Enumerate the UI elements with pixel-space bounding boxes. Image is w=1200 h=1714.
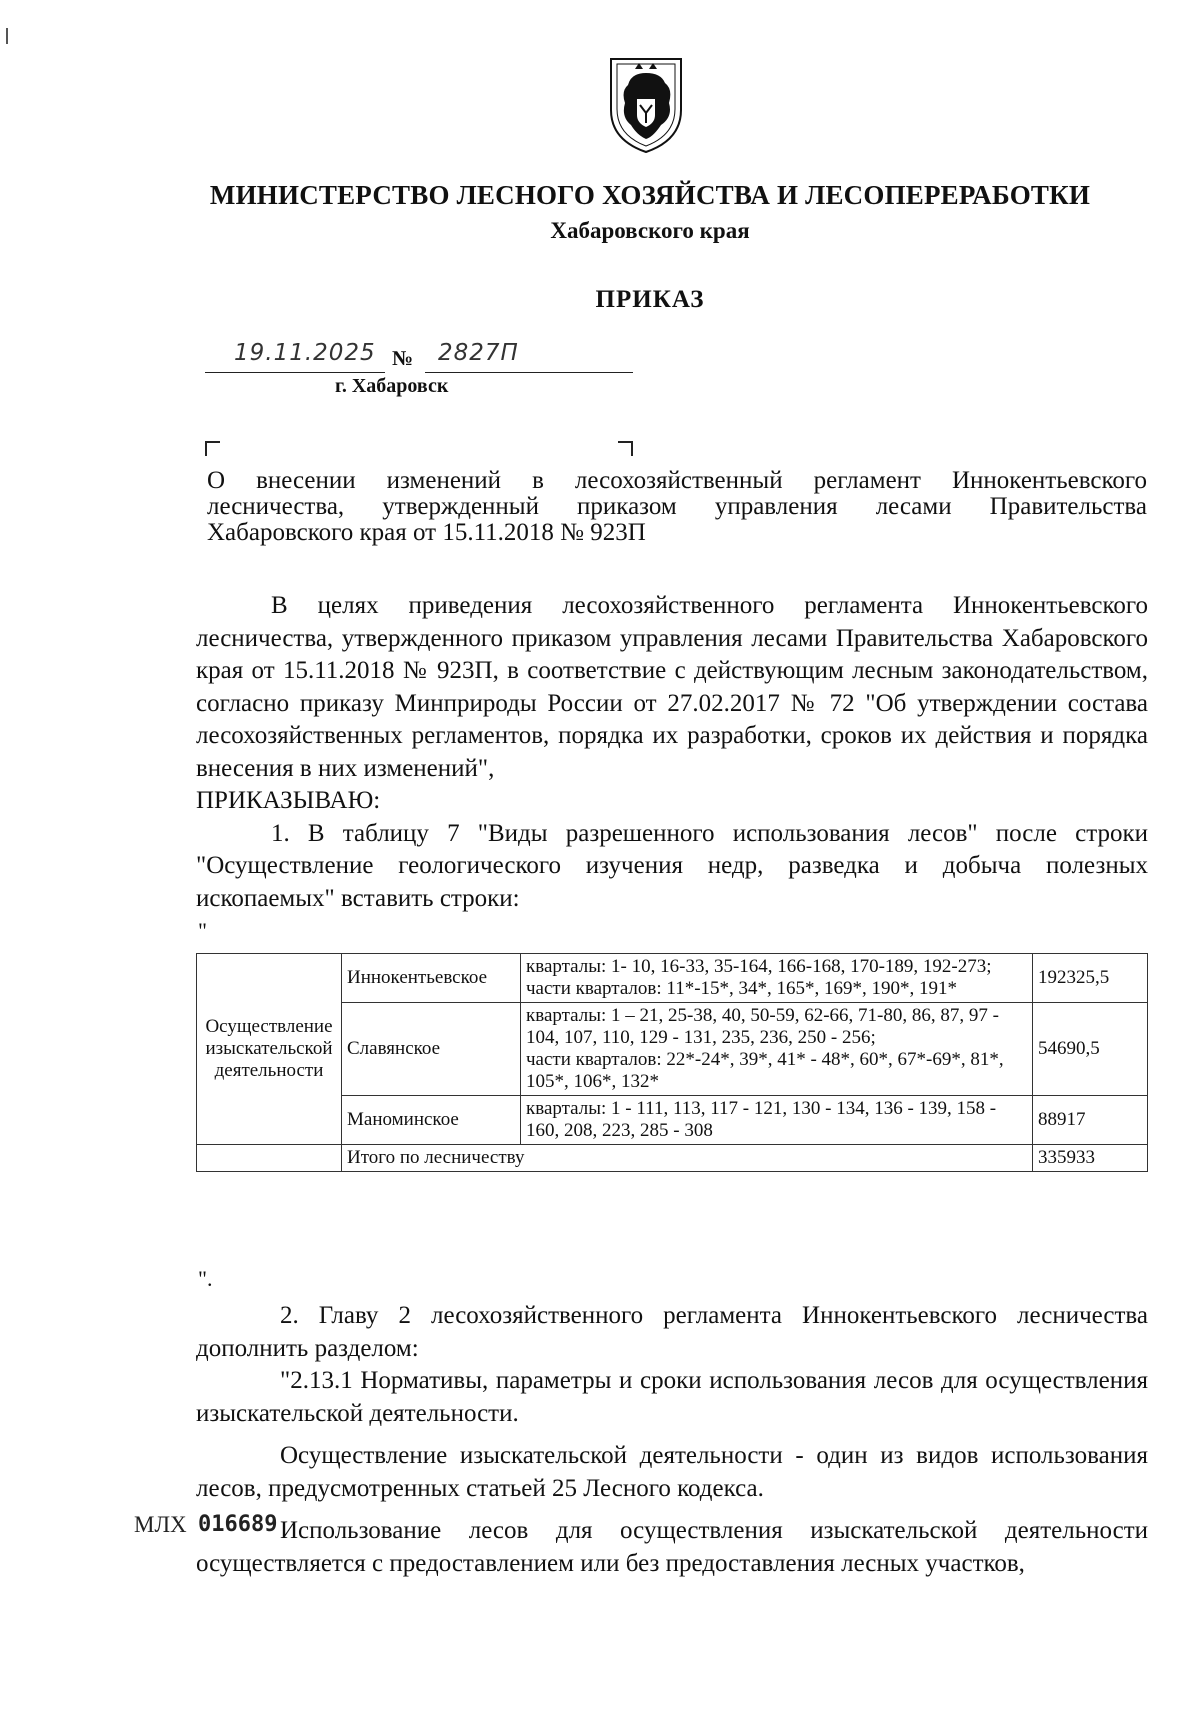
order-body-top <box>196 590 1148 915</box>
quote-open: " <box>198 918 207 943</box>
region-name: Хабаровского края <box>550 218 750 243</box>
quote-close: ". <box>198 1266 213 1291</box>
total-value: 335933 <box>1033 1145 1148 1172</box>
quarters-list: кварталы: 1- 10, 16-33, 35-164, 166-168, 170-189, 192-273; <box>526 956 992 977</box>
subject-line: О внесении изменений в лесохозяйственный регламент Иннокентьевского <box>207 467 1147 494</box>
intro-paragraph: В целях приведения лесохозяйственного регламента Иннокентьевского лесничества, утвержденного приказом управления лесами Правительства Хабаровского края от 15.11.2018 № 923П, в соответствие с действующим лесным законодательством, согласно приказу Минприроды России от 27.02.2017 № 72 "Об утверждении состава лесохозяйственных регламентов, порядка их разработки, сроков их действия и порядка внесения в них изменений", <box>196 592 1148 782</box>
forestry-cell: Маноминское <box>342 1096 521 1145</box>
form-serial-number: 016689 <box>198 1512 278 1537</box>
forestry-cell: Славянское <box>342 1003 521 1096</box>
activity-cell: Осуществление изыскательской деятельности <box>197 954 342 1145</box>
empty-cell <box>197 1145 342 1172</box>
quarters-list: кварталы: 1 – 21, 25-38, 40, 50-59, 62-66, 71-80, 86, 87, 97 - 104, 107, 110, 129 - 131, 235, 236, 250 - 256; <box>526 1005 999 1048</box>
quarters-cell <box>521 1096 1033 1145</box>
ministry-name: МИНИСТЕРСТВО ЛЕСНОГО ХОЗЯЙСТВА И ЛЕСОПЕРЕРАБОТКИ <box>209 180 1091 210</box>
subject-bracket-left <box>205 441 220 456</box>
area-cell: 54690,5 <box>1033 1003 1148 1096</box>
total-label: Итого по лесничеству <box>342 1145 1033 1172</box>
number-sign: № <box>392 346 414 370</box>
area-cell: 192325,5 <box>1033 954 1148 1003</box>
coat-of-arms-icon <box>603 55 689 155</box>
date-underline <box>205 372 385 373</box>
city: г. Хабаровск <box>335 375 449 397</box>
quarters-cell <box>521 1003 1033 1096</box>
area-cell: 88917 <box>1033 1096 1148 1145</box>
order-date: 19.11.2025 <box>234 340 376 366</box>
item-2-paragraph: Использование лесов для осуществления изыскательской деятельности осуществляется с предоставлением или без предоставления лесных участков, <box>196 1517 1148 1577</box>
item-2-section: "2.13.1 Нормативы, параметры и сроки использования лесов для осуществления изыскательской деятельности. <box>196 1367 1148 1427</box>
forestry-cell: Иннокентьевское <box>342 954 521 1003</box>
subject-line: Хабаровского края от 15.11.2018 № 923П <box>207 519 646 546</box>
item-2-paragraph: Осуществление изыскательской деятельности - один из видов использования лесов, предусмотренных статьей 25 Лесного кодекса. <box>196 1442 1148 1502</box>
number-underline <box>425 372 633 373</box>
quarter-parts-list: части кварталов: 22*-24*, 39*, 41* - 48*, 60*, 67*-69*, 81*, 105*, 106*, 132* <box>526 1049 1004 1092</box>
scan-speck <box>6 28 8 44</box>
item-1: 1. В таблицу 7 "Виды разрешенного использования лесов" после строки "Осуществление геологического изучения недр, разведка и добыча полезных ископаемых" вставить строки: <box>196 819 1148 912</box>
document-type: ПРИКАЗ <box>595 286 705 313</box>
order-word: ПРИКАЗЫВАЮ: <box>196 787 381 814</box>
subject-bracket-right <box>618 441 633 456</box>
quarters-cell <box>521 954 1033 1003</box>
quarters-list: кварталы: 1 - 111, 113, 117 - 121, 130 - 134, 136 - 139, 158 - 160, 208, 223, 285 - 308 <box>526 1098 997 1141</box>
forest-usage-table <box>196 953 1148 1172</box>
subject-line: лесничества, утвержденный приказом управления лесами Правительства <box>207 493 1147 520</box>
item-2: 2. Главу 2 лесохозяйственного регламента Иннокентьевского лесничества дополнить разделом: <box>196 1302 1148 1362</box>
table-row <box>197 954 1148 1003</box>
order-number: 2827П <box>438 340 519 366</box>
order-body-bottom <box>196 1300 1148 1580</box>
quarter-parts-list: части кварталов: 11*-15*, 34*, 165*, 169*, 190*, 191* <box>526 978 958 999</box>
table-total-row <box>197 1145 1148 1172</box>
order-subject <box>207 468 1147 546</box>
form-series-mark: МЛХ <box>134 1512 187 1537</box>
